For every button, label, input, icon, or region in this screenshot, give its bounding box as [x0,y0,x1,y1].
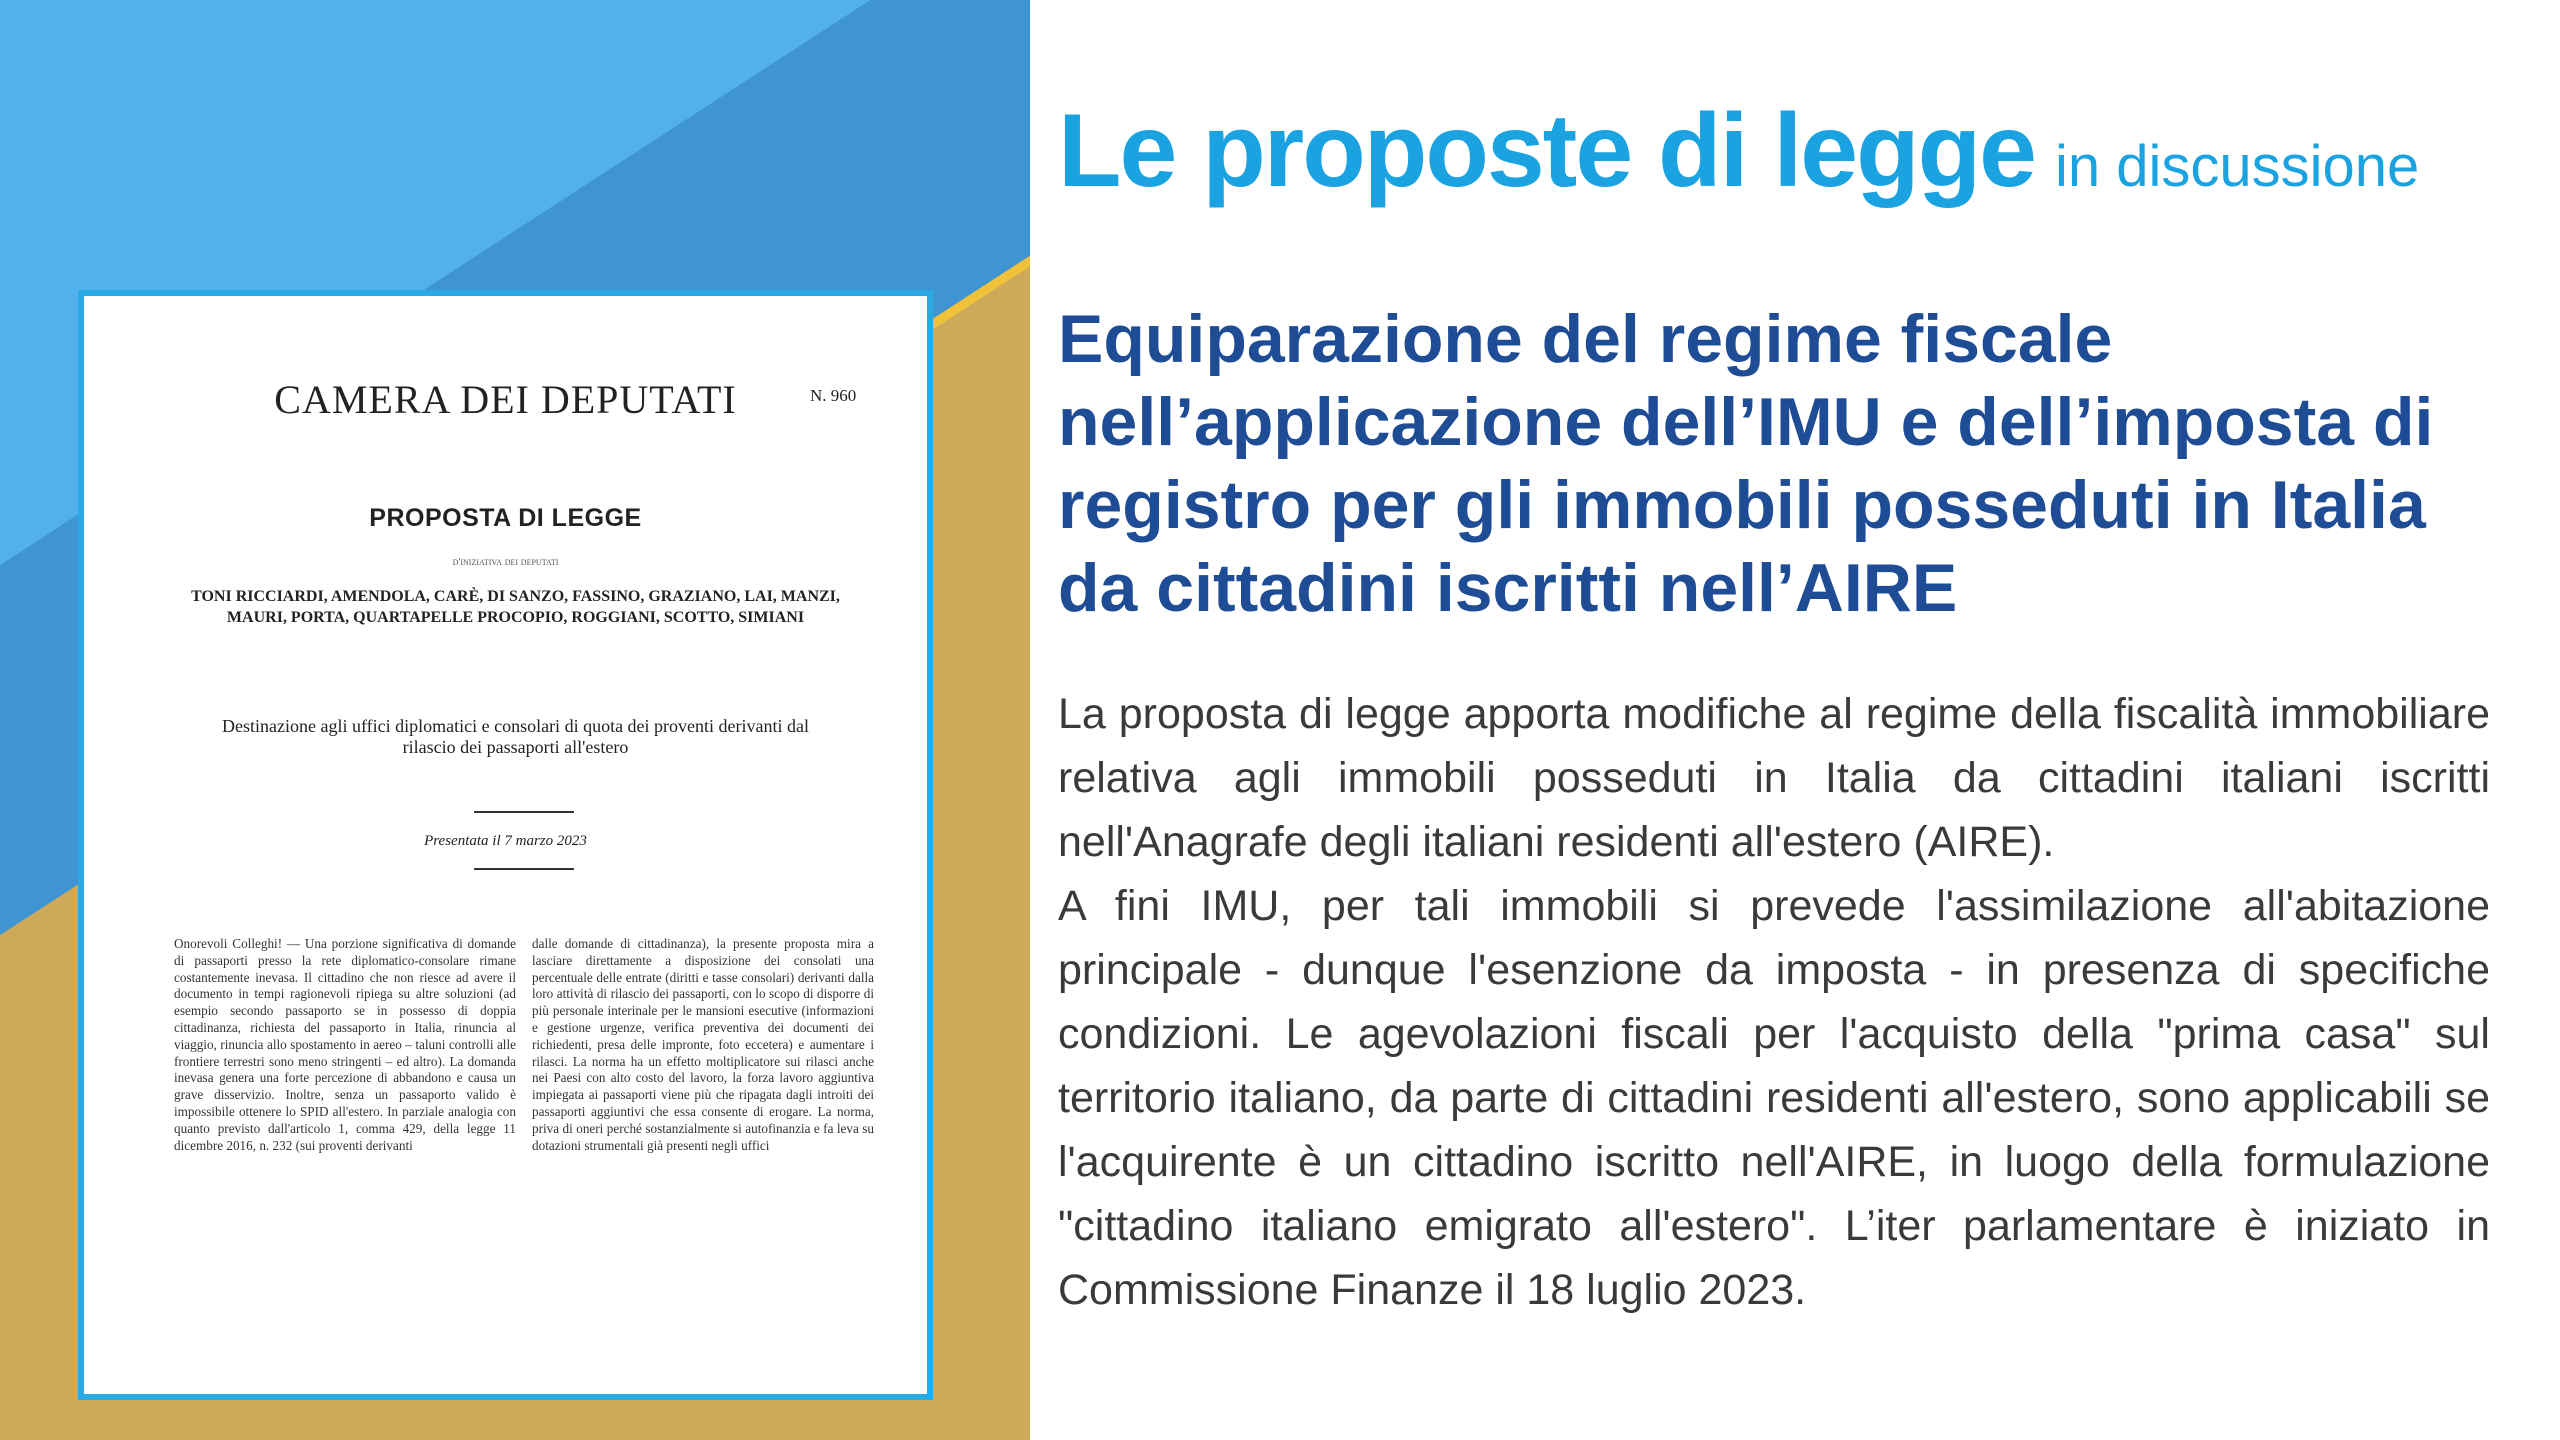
article-heading: Equiparazione del regime fiscale nell’applicazione dell’IMU e dell’imposta di registro per gli immobili posseduti in Italia da cittadini iscritti nell’AIRE [1058,301,2434,626]
article-body [1058,682,2490,1322]
document-subject: Destinazione agli uffici diplomatici e consolari di quota dei proventi derivanti dal rilascio dei passaporti all'estero [222,716,809,757]
page-title-main: Le proposte di legge [1058,93,2035,209]
document-type: PROPOSTA DI LEGGE [369,504,642,532]
decorative-background [0,0,1030,1440]
document-authors: TONI RICCIARDI, AMENDOLA, CARÈ, DI SANZO, FASSINO, GRAZIANO, LAI, MANZI, MAURI, PORTA, QUARTAPELLE PROCOPIO, ROGGIANI, SCOTTO, SIMIANI [191,588,840,626]
document-column-right: dalle domande di cittadinanza), la presente proposta mira a lasciare direttamente a disposizione dei consolati una percentuale delle entrate (diritti e tasse consolari) derivanti dalla loro attività di rilascio dei passaporti, con lo scopo di disporre di più personale interinale per le mansioni esecutive (informazioni e gestione urgenze, verifica preventiva dei documenti dei richiedenti, presa delle impronte, foto eccetera) e aumentare i rilasci. La norma ha un effetto moltiplicatore sui rilasci anche nei Paesi con alto costo del lavoro, la forza lavoro aggiuntiva impiegata ai passaporti viene più che ripagata dagli introiti dei passaporti aggiuntivi che essa consente di erogare. La norma, priva di oneri perché sostanzialmente si autofinanzia e fa leva su dotazioni strumentali già presenti negli uffici [532,936,874,1153]
document-header [84,376,927,423]
page-title [1058,92,2419,211]
law-proposal-document [78,290,933,1400]
document-column-left: Onorevoli Colleghi! — Una porzione significativa di domande di passaporti presso la rete diplomatico-consolare rimane costantemente inevasa. Il cittadino che non riesce ad avere il documento in tempi ragionevoli ripiega su altre soluzioni (ad esempio secondo passaporto se in possesso di doppia cittadinanza, richiesta del passaporto in Italia, rinuncia al viaggio, rinuncia allo spostamento in aereo – taluni controlli alle frontiere terrestri sono meno stringenti – ed altro). La domanda inevasa genera una forte percezione di abbandono e causa un grave disservizio. Inoltre, senza un passaporto valido è impossibile ottenere lo SPID all'estero. In parziale analogia con quanto previsto dall'articolo 1, comma 429, della legge 11 dicembre 2016, n. 232 (sui proventi derivanti [174,936,516,1153]
article-paragraph: A fini IMU, per tali immobili si prevede l'assimilazione all'abitazione principale - dunque l'esenzione da imposta - in presenza di specifiche condizioni. Le agevolazioni fiscali per l'acquisto della "prima casa" sul territorio italiano, da parte di cittadini residenti all'estero, sono applicabili se l'acquirente è un cittadino iscritto nell'AIRE, in luogo della formulazione "cittadino italiano emigrato all'estero". L’iter parlamentare è iniziato in Commissione Finanze il 18 luglio 2023. [1058,882,2490,1314]
document-presented-date: Presentata il 7 marzo 2023 [424,833,587,849]
document-number: N. 960 [810,386,857,405]
article-paragraph: La proposta di legge apporta modifiche al regime della fiscalità immobiliare relativa agli immobili posseduti in Italia da cittadini italiani iscritti nell'Anagrafe degli italiani residenti all'estero (AIRE). [1058,690,2490,866]
chamber-title: CAMERA DEI DEPUTATI [274,377,737,422]
divider [474,811,574,813]
page-title-suffix: in discussione [2055,134,2420,199]
document-initiative: d'iniziativa dei deputati [452,556,559,568]
divider [474,868,574,870]
